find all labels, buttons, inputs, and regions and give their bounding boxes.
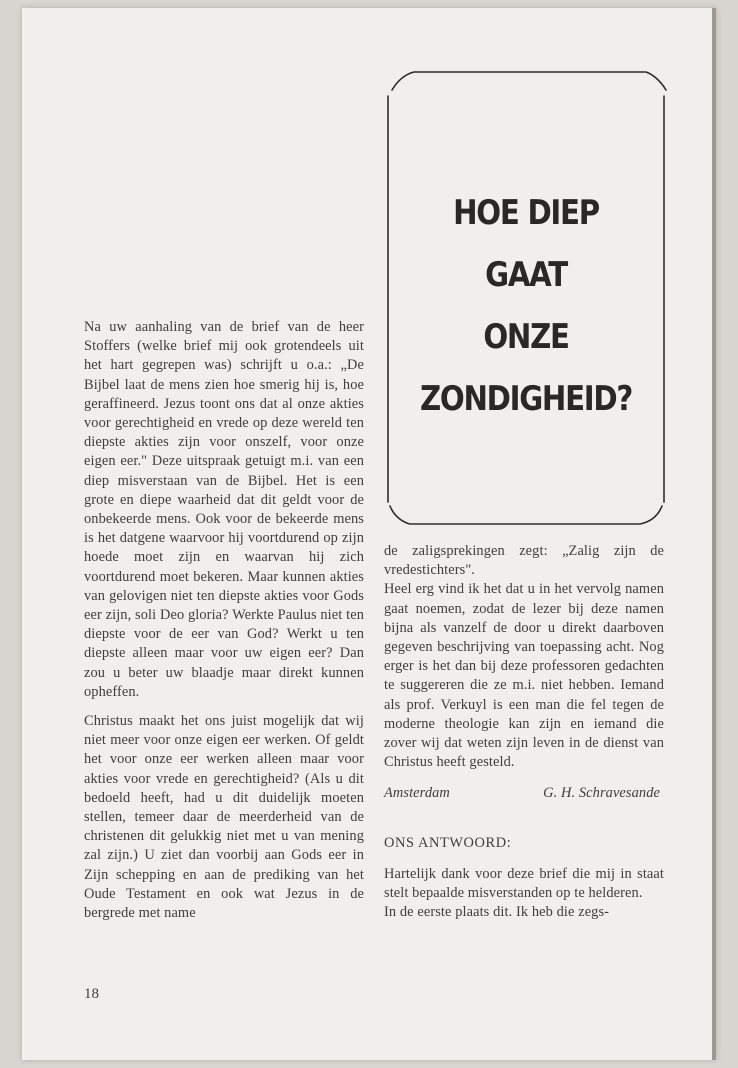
left-column (84, 318, 364, 933)
page-edge-shadow (712, 8, 716, 1060)
letter-paragraph-4: Heel erg vind ik het dat u in het vervolg namen gaat noemen, zodat de lezer bij deze namen bijna als vanzelf de door u direkt daarboven gegeven beschrijving van toepassing acht. Nog erger is het dan bij deze professoren gedachten te suggereren die ze m.i. niet hebben. Iemand als prof. Verkuyl is een man die fel tegen de moderne theologie kan zijn en iemand die zover wij dat weten zijn leven in de dienst van Christus heeft gesteld. (384, 581, 664, 771)
article-title (404, 182, 648, 430)
title-box (384, 66, 668, 528)
right-column (384, 542, 664, 922)
signature-place: Amsterdam (384, 785, 450, 802)
signature (384, 784, 664, 803)
title-line-3: ONZE (483, 317, 569, 357)
letter-paragraph-2: Christus maakt het ons juist mogelijk dat wij niet meer voor onze eigen eer werken. Of geldt het voor onze eer werken alleen maar voor akties voor vrede en gerechtigheid? (Als u dit bedoeld heeft, had u dit duidelijk moeten stellen, temeer daar de meerderheid van de christenen dit gelukkig niet met u van mening zal zijn.) U ziet dan voorbij aan Gods eer in Zijn schepping en aan de prediking van het Oude Testament en ook wat Jezus in de bergrede met name (84, 713, 364, 922)
answer-paragraph-1: Hartelijk dank voor deze brief die mij in staat stelt bepaalde misverstanden op te helderen. (384, 865, 664, 902)
title-line-2: GAAT (485, 255, 567, 295)
signature-name: G. H. Schravesande (543, 785, 660, 802)
title-line-1: HOE DIEP (453, 193, 599, 233)
answer-heading: ONS ANTWOORD: (384, 834, 512, 851)
title-line-4: ZONDIGHEID? (419, 379, 633, 419)
letter-paragraph-3: de zaligsprekingen zegt: „Zalig zijn de vredestichters". (384, 543, 664, 579)
answer-paragraph-2: In de eerste plaats dit. Ik heb die zegs- (384, 904, 610, 921)
frame-bottom (390, 506, 662, 524)
page-number: 18 (84, 986, 99, 1002)
letter-paragraph-1: Na uw aanhaling van de brief van de heer Stoffers (welke brief mij ook grotendeels uit het hart gegrepen was) schrijft u o.a.: „De Bijbel laat de mens zien hoe smerig hij is, hoe geraffineerd. Jezus toont ons dat al onze akties voor gerechtigheid en vrede op deze wereld ten diepste akties zijn voor onszelf, voor onze eigen eer." Deze uitspraak getuigt m.i. van een diep misverstaan van de Bijbel. Het is een grote en diepe waarheid dat dit geldt voor de onbekeerde mens. Ook voor de bekeerde mens is het datgene waarvoor hij voortdurend op zijn hoede moet zijn en waarvan hij zich voortdurend moet bekeren. Maar kunnen akties van gelovigen niet ten diepste akties voor Gods eer zijn, soli Deo gloria? Werkte Paulus niet ten diepste voor de eer van God? Werkt u ten diepste alleen maar voor uw eigen eer? Dan zou u beter uw blaadje maar direkt kunnen opheffen. (84, 319, 364, 700)
frame-top (392, 72, 666, 90)
